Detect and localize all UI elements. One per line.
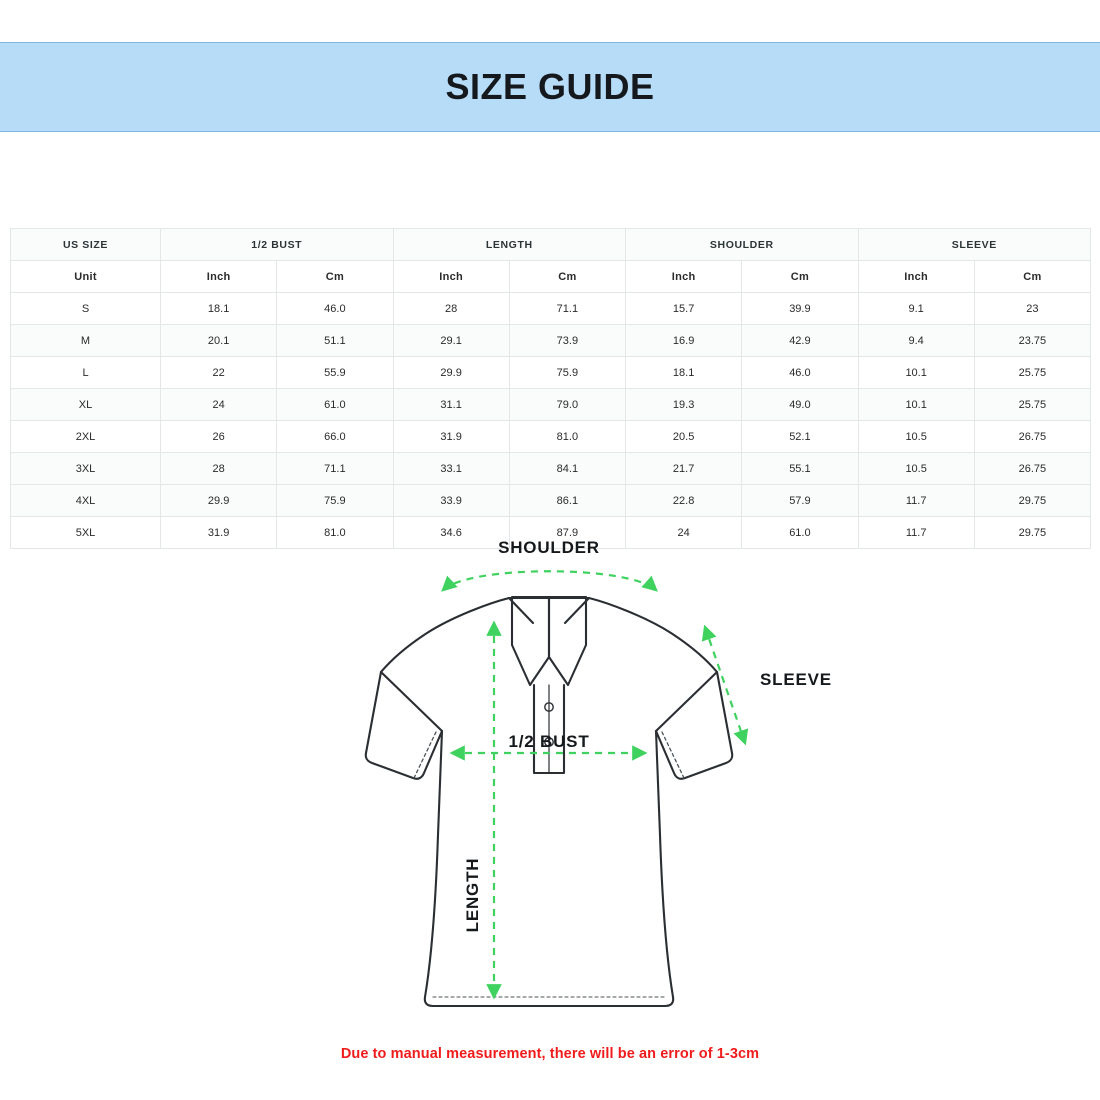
- unit-length-cm: Cm: [509, 261, 625, 293]
- cell-length-cm: 87.9: [509, 517, 625, 549]
- cell-shoulder-inch: 15.7: [626, 293, 742, 325]
- cell-shoulder-inch: 21.7: [626, 453, 742, 485]
- cell-sleeve-inch: 9.1: [858, 293, 974, 325]
- cell-sleeve-cm: 25.75: [974, 357, 1090, 389]
- cell-sleeve-inch: 10.5: [858, 453, 974, 485]
- cell-size: 5XL: [11, 517, 161, 549]
- cell-shoulder-inch: 18.1: [626, 357, 742, 389]
- unit-label: Unit: [11, 261, 161, 293]
- cell-length-inch: 28: [393, 293, 509, 325]
- cell-shoulder-cm: 49.0: [742, 389, 858, 421]
- cell-bust-inch: 20.1: [161, 325, 277, 357]
- cell-size: M: [11, 325, 161, 357]
- size-guide-banner: [0, 42, 1100, 132]
- cell-shoulder-cm: 42.9: [742, 325, 858, 357]
- cell-sleeve-cm: 29.75: [974, 517, 1090, 549]
- cell-shoulder-inch: 24: [626, 517, 742, 549]
- group-header-us-size: US SIZE: [11, 229, 161, 261]
- cell-length-inch: 29.9: [393, 357, 509, 389]
- cell-sleeve-cm: 29.75: [974, 485, 1090, 517]
- cell-bust-cm: 55.9: [277, 357, 393, 389]
- cell-sleeve-inch: 9.4: [858, 325, 974, 357]
- cell-length-inch: 33.1: [393, 453, 509, 485]
- cell-sleeve-cm: 23.75: [974, 325, 1090, 357]
- cell-bust-cm: 75.9: [277, 485, 393, 517]
- cell-bust-cm: 61.0: [277, 389, 393, 421]
- cell-length-cm: 75.9: [509, 357, 625, 389]
- cell-bust-cm: 51.1: [277, 325, 393, 357]
- cell-length-inch: 29.1: [393, 325, 509, 357]
- cell-size: XL: [11, 389, 161, 421]
- unit-length-inch: Inch: [393, 261, 509, 293]
- cell-length-cm: 71.1: [509, 293, 625, 325]
- cell-length-cm: 84.1: [509, 453, 625, 485]
- cell-bust-inch: 18.1: [161, 293, 277, 325]
- cell-bust-inch: 26: [161, 421, 277, 453]
- label-half-bust: 1/2 BUST: [508, 732, 590, 751]
- group-header-shoulder: SHOULDER: [626, 229, 859, 261]
- table-unit-row: [11, 261, 1091, 293]
- cell-shoulder-cm: 61.0: [742, 517, 858, 549]
- cell-bust-cm: 71.1: [277, 453, 393, 485]
- cell-shoulder-inch: 19.3: [626, 389, 742, 421]
- cell-length-cm: 81.0: [509, 421, 625, 453]
- cell-length-cm: 79.0: [509, 389, 625, 421]
- group-header-half-bust: 1/2 BUST: [161, 229, 394, 261]
- table-row: [11, 453, 1091, 485]
- cell-bust-cm: 66.0: [277, 421, 393, 453]
- table-row: [11, 485, 1091, 517]
- cell-sleeve-inch: 10.1: [858, 389, 974, 421]
- size-table-container: [10, 228, 1090, 549]
- cell-sleeve-inch: 10.5: [858, 421, 974, 453]
- cell-bust-inch: 31.9: [161, 517, 277, 549]
- label-length: LENGTH: [463, 857, 482, 933]
- cell-shoulder-inch: 16.9: [626, 325, 742, 357]
- cell-bust-inch: 22: [161, 357, 277, 389]
- group-header-length: LENGTH: [393, 229, 626, 261]
- cell-bust-inch: 24: [161, 389, 277, 421]
- cell-shoulder-cm: 46.0: [742, 357, 858, 389]
- cell-shoulder-inch: 20.5: [626, 421, 742, 453]
- cell-length-inch: 31.1: [393, 389, 509, 421]
- cell-length-cm: 86.1: [509, 485, 625, 517]
- polo-shirt-illustration: [366, 597, 733, 1006]
- cell-size: 2XL: [11, 421, 161, 453]
- cell-length-inch: 34.6: [393, 517, 509, 549]
- unit-bust-cm: Cm: [277, 261, 393, 293]
- unit-bust-inch: Inch: [161, 261, 277, 293]
- cell-bust-cm: 46.0: [277, 293, 393, 325]
- table-row: [11, 325, 1091, 357]
- cell-sleeve-inch: 10.1: [858, 357, 974, 389]
- shoulder-arrow: [443, 571, 656, 590]
- cell-sleeve-cm: 23: [974, 293, 1090, 325]
- table-row: [11, 421, 1091, 453]
- cell-sleeve-cm: 26.75: [974, 453, 1090, 485]
- cell-bust-inch: 29.9: [161, 485, 277, 517]
- unit-sleeve-inch: Inch: [858, 261, 974, 293]
- label-sleeve: SLEEVE: [760, 670, 832, 689]
- cell-shoulder-cm: 39.9: [742, 293, 858, 325]
- cell-shoulder-inch: 22.8: [626, 485, 742, 517]
- label-shoulder: SHOULDER: [498, 538, 600, 557]
- sleeve-arrow: [705, 627, 745, 743]
- cell-bust-cm: 81.0: [277, 517, 393, 549]
- table-row: [11, 389, 1091, 421]
- cell-sleeve-inch: 11.7: [858, 485, 974, 517]
- cell-shoulder-cm: 55.1: [742, 453, 858, 485]
- table-row: [11, 293, 1091, 325]
- measurement-disclaimer: Due to manual measurement, there will be an error of 1-3cm: [340, 1046, 760, 1062]
- cell-bust-inch: 28: [161, 453, 277, 485]
- unit-shoulder-cm: Cm: [742, 261, 858, 293]
- cell-shoulder-cm: 52.1: [742, 421, 858, 453]
- unit-sleeve-cm: Cm: [974, 261, 1090, 293]
- cell-sleeve-cm: 26.75: [974, 421, 1090, 453]
- cell-size: L: [11, 357, 161, 389]
- cell-size: 3XL: [11, 453, 161, 485]
- cell-length-inch: 31.9: [393, 421, 509, 453]
- group-header-sleeve: SLEEVE: [858, 229, 1091, 261]
- table-group-header-row: [11, 229, 1091, 261]
- cell-size: 4XL: [11, 485, 161, 517]
- page-title: SIZE GUIDE: [445, 66, 655, 107]
- cell-sleeve-inch: 11.7: [858, 517, 974, 549]
- table-row: [11, 357, 1091, 389]
- cell-sleeve-cm: 25.75: [974, 389, 1090, 421]
- cell-length-inch: 33.9: [393, 485, 509, 517]
- unit-shoulder-inch: Inch: [626, 261, 742, 293]
- measurement-diagram: [0, 535, 1100, 1035]
- cell-shoulder-cm: 57.9: [742, 485, 858, 517]
- cell-size: S: [11, 293, 161, 325]
- cell-length-cm: 73.9: [509, 325, 625, 357]
- size-chart-table: [10, 228, 1091, 549]
